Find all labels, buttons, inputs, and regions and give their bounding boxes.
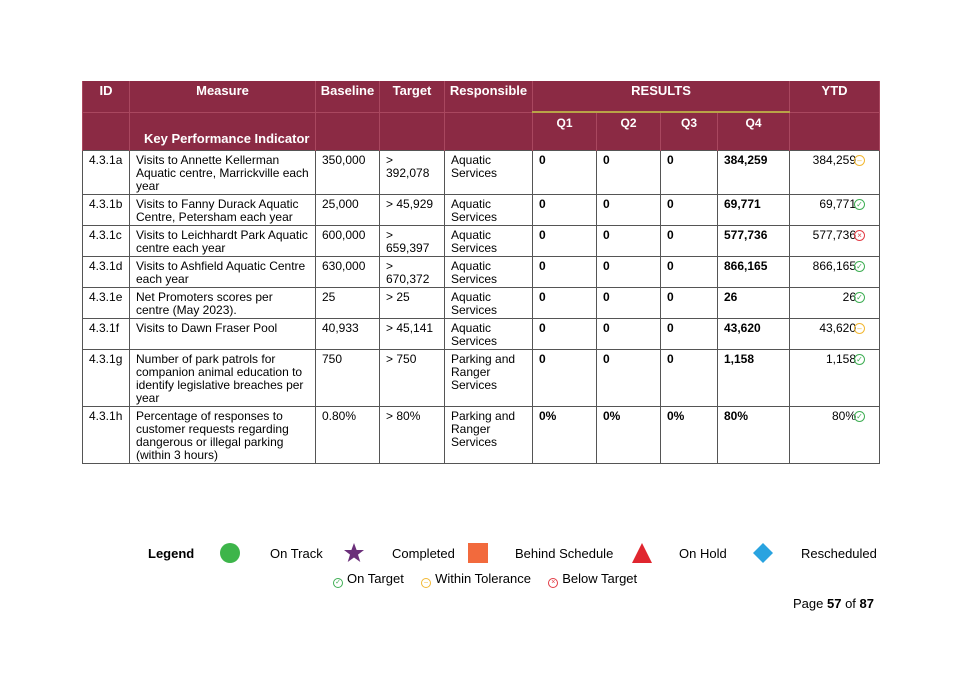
header-ytd-blank [790, 112, 880, 150]
cell-measure: Visits to Ashfield Aquatic Centre each year [130, 256, 316, 287]
legend-rescheduled-label: Rescheduled [801, 546, 877, 561]
status-legend [333, 571, 637, 588]
header-responsible: Responsible [445, 81, 533, 112]
table-row [83, 406, 880, 463]
on-target-status-icon: ✓ [854, 292, 865, 303]
legend-on-track-label: On Track [270, 546, 323, 561]
cell-q1: 0% [533, 406, 597, 463]
on-target-status-icon: ✓ [854, 354, 865, 365]
header-target-blank [380, 112, 445, 150]
on-hold-triangle-icon [631, 542, 653, 564]
table-row [83, 256, 880, 287]
page-number: Page 57 of 87 [793, 596, 874, 611]
on-target-status-icon: ✓ [854, 199, 865, 210]
cell-id: 4.3.1c [83, 225, 130, 256]
cell-q2: 0 [597, 256, 661, 287]
cell-baseline: 0.80% [316, 406, 380, 463]
header-measure: Measure [130, 81, 316, 112]
cell-q1: 0 [533, 256, 597, 287]
cell-id: 4.3.1f [83, 318, 130, 349]
cell-target: > 25 [380, 287, 445, 318]
status-on-target-label: On Target [347, 571, 404, 586]
cell-responsible: Parking and Ranger Services [445, 349, 533, 406]
cell-ytd [790, 287, 880, 318]
cell-baseline: 600,000 [316, 225, 380, 256]
table-row [83, 287, 880, 318]
cell-ytd [790, 256, 880, 287]
cell-q4: 866,165 [718, 256, 790, 287]
ytd-value: 69,771 [819, 196, 857, 211]
on-track-circle-icon [219, 542, 241, 564]
cell-target: > 80% [380, 406, 445, 463]
cell-q4: 80% [718, 406, 790, 463]
cell-ytd [790, 406, 880, 463]
cell-baseline: 630,000 [316, 256, 380, 287]
cell-responsible: Aquatic Services [445, 287, 533, 318]
cell-responsible: Aquatic Services [445, 194, 533, 225]
cell-q4: 26 [718, 287, 790, 318]
header-kpi: Key Performance Indicator [130, 112, 316, 150]
within-tolerance-status-icon: – [854, 155, 865, 166]
cell-id: 4.3.1b [83, 194, 130, 225]
table-row [83, 194, 880, 225]
cell-q3: 0 [661, 225, 718, 256]
legend-on-hold-label: On Hold [679, 546, 727, 561]
table-row [83, 150, 880, 194]
cell-target: > 45,141 [380, 318, 445, 349]
completed-star-icon [343, 542, 365, 564]
cell-id: 4.3.1h [83, 406, 130, 463]
legend-behind-schedule-label: Behind Schedule [515, 546, 614, 561]
cell-id: 4.3.1g [83, 349, 130, 406]
table-row [83, 318, 880, 349]
within-tolerance-neutral-icon: – [421, 578, 431, 588]
cell-q3: 0% [661, 406, 718, 463]
legend-title: Legend [148, 546, 195, 561]
kpi-results-table [82, 81, 880, 464]
cell-measure: Visits to Leichhardt Park Aquatic centre each year [130, 225, 316, 256]
cell-q2: 0 [597, 194, 661, 225]
cell-q2: 0 [597, 349, 661, 406]
legend-completed-label: Completed [392, 546, 455, 561]
cell-q2: 0 [597, 150, 661, 194]
cell-q4: 43,620 [718, 318, 790, 349]
cell-responsible: Aquatic Services [445, 318, 533, 349]
cell-target: > 45,929 [380, 194, 445, 225]
below-target-status-icon: × [854, 230, 865, 241]
cell-id: 4.3.1d [83, 256, 130, 287]
cell-q1: 0 [533, 194, 597, 225]
cell-target: > 659,397 [380, 225, 445, 256]
cell-responsible: Aquatic Services [445, 256, 533, 287]
header-baseline-blank [316, 112, 380, 150]
header-q2: Q2 [597, 112, 661, 150]
ytd-value: 1,158 [826, 351, 857, 366]
header-id: ID [83, 81, 130, 112]
cell-q3: 0 [661, 349, 718, 406]
cell-q2: 0 [597, 225, 661, 256]
cell-measure: Net Promoters scores per centre (May 2023). [130, 287, 316, 318]
cell-responsible: Parking and Ranger Services [445, 406, 533, 463]
cell-baseline: 25 [316, 287, 380, 318]
cell-q2: 0% [597, 406, 661, 463]
cell-q2: 0 [597, 287, 661, 318]
cell-responsible: Aquatic Services [445, 150, 533, 194]
ytd-value: 384,259 [812, 152, 857, 167]
behind-schedule-square-icon [467, 542, 489, 564]
header-id-blank [83, 112, 130, 150]
ytd-value: 866,165 [812, 258, 857, 273]
on-target-status-icon: ✓ [854, 261, 865, 272]
table-row [83, 225, 880, 256]
header-baseline: Baseline [316, 81, 380, 112]
cell-q4: 384,259 [718, 150, 790, 194]
cell-q1: 0 [533, 349, 597, 406]
cell-q3: 0 [661, 287, 718, 318]
cell-q3: 0 [661, 194, 718, 225]
cell-target: > 750 [380, 349, 445, 406]
cell-baseline: 350,000 [316, 150, 380, 194]
cell-baseline: 25,000 [316, 194, 380, 225]
cell-q1: 0 [533, 287, 597, 318]
cell-q1: 0 [533, 150, 597, 194]
cell-q4: 1,158 [718, 349, 790, 406]
within-tolerance-status-icon: – [854, 323, 865, 334]
table-row [83, 349, 880, 406]
cell-ytd [790, 318, 880, 349]
on-target-check-icon: ✓ [333, 578, 343, 588]
cell-measure: Visits to Annette Kellerman Aquatic centre, Marrickville each year [130, 150, 316, 194]
cell-baseline: 750 [316, 349, 380, 406]
cell-q3: 0 [661, 256, 718, 287]
cell-measure: Visits to Dawn Fraser Pool [130, 318, 316, 349]
cell-baseline: 40,933 [316, 318, 380, 349]
table-body [83, 150, 880, 463]
cell-q1: 0 [533, 225, 597, 256]
below-target-x-icon: × [548, 578, 558, 588]
cell-q1: 0 [533, 318, 597, 349]
cell-q4: 69,771 [718, 194, 790, 225]
header-ytd: YTD [790, 81, 880, 112]
status-within-tolerance-label: Within Tolerance [435, 571, 531, 586]
header-results: RESULTS [533, 81, 790, 112]
cell-id: 4.3.1e [83, 287, 130, 318]
cell-ytd [790, 150, 880, 194]
on-target-status-icon: ✓ [854, 411, 865, 422]
cell-measure: Visits to Fanny Durack Aquatic Centre, Petersham each year [130, 194, 316, 225]
rescheduled-diamond-icon [752, 542, 774, 564]
cell-target: > 670,372 [380, 256, 445, 287]
cell-ytd [790, 349, 880, 406]
ytd-value: 577,736 [812, 227, 857, 242]
cell-q2: 0 [597, 318, 661, 349]
header-q4: Q4 [718, 112, 790, 150]
status-below-target-label: Below Target [562, 571, 638, 586]
header-responsible-blank [445, 112, 533, 150]
cell-id: 4.3.1a [83, 150, 130, 194]
cell-ytd [790, 225, 880, 256]
cell-q3: 0 [661, 318, 718, 349]
cell-q4: 577,736 [718, 225, 790, 256]
cell-measure: Percentage of responses to customer requests regarding dangerous or illegal parking (within 3 hours) [130, 406, 316, 463]
header-q3: Q3 [661, 112, 718, 150]
ytd-value: 26 [842, 289, 857, 304]
cell-q3: 0 [661, 150, 718, 194]
ytd-value: 80% [832, 408, 857, 423]
cell-target: > 392,078 [380, 150, 445, 194]
header-target: Target [380, 81, 445, 112]
cell-responsible: Aquatic Services [445, 225, 533, 256]
ytd-value: 43,620 [819, 320, 857, 335]
cell-ytd [790, 194, 880, 225]
cell-measure: Number of park patrols for companion animal education to identify legislative breaches per year [130, 349, 316, 406]
header-q1: Q1 [533, 112, 597, 150]
